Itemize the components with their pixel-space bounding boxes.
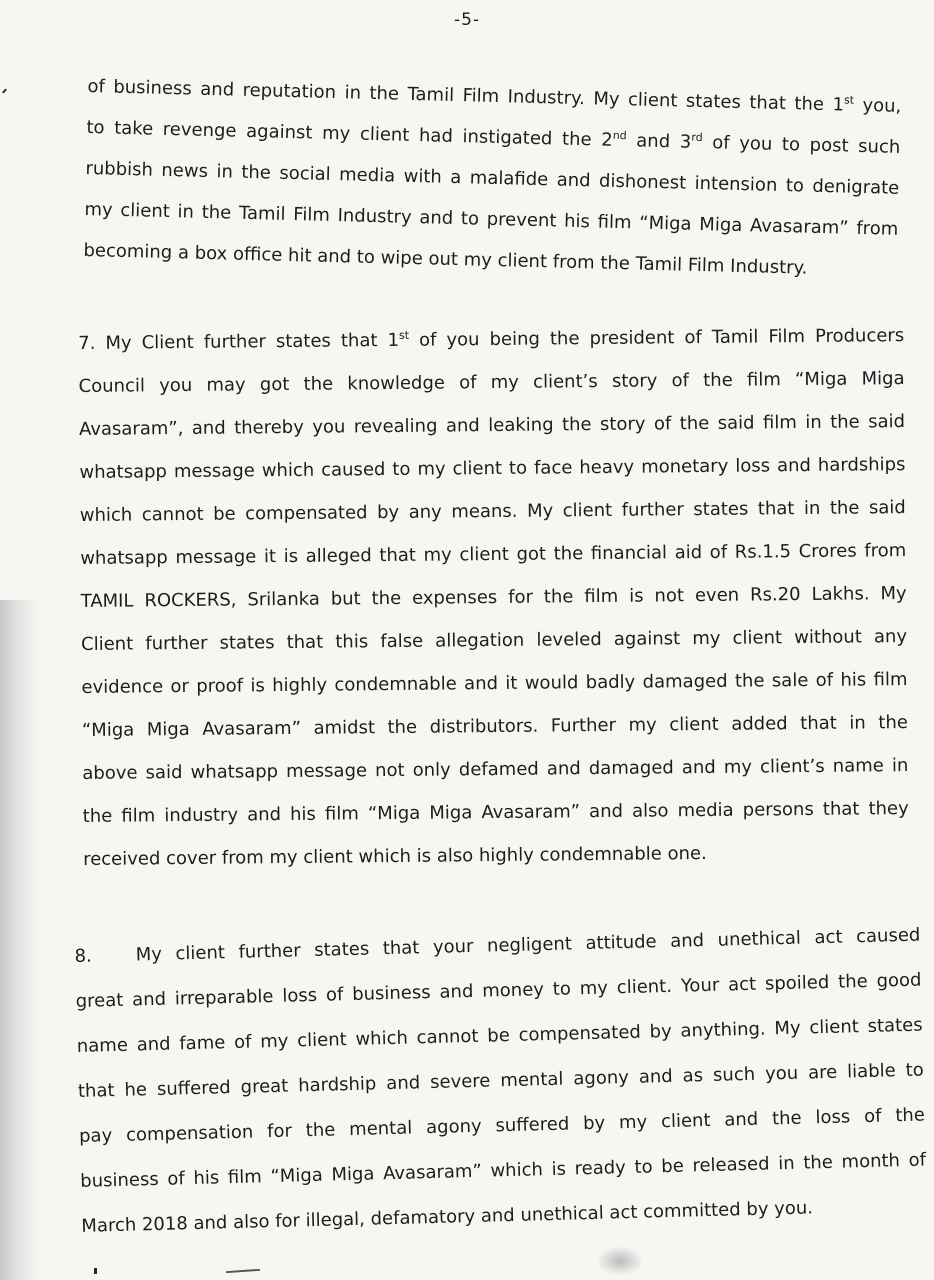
- scan-shadow-edge: [0, 600, 40, 1280]
- text-line: which cannot be compensated by any means. My client further states that in the said: [79, 497, 906, 526]
- paragraph-8: [74, 913, 928, 1249]
- text-line: becoming a box office hit and to wipe out my client from the Tamil Film Industry.: [83, 239, 808, 279]
- text-line: my client in the Tamil Film Industry and to prevent his film “Miga Miga Avasaram” from: [84, 198, 899, 240]
- text-line: March 2018 and also for illegal, defamatory and unethical act committed by you.: [81, 1197, 814, 1237]
- paragraph-number: 8.: [74, 945, 93, 967]
- text-line: Council you may got the knowledge of my client’s story of the film “Miga Miga: [78, 368, 905, 397]
- text-line: Avasaram”, and thereby you revealing and leaking the story of the said film in the said: [78, 411, 906, 440]
- text-line: received cover from my client which is also highly condemnable one.: [83, 842, 707, 870]
- scan-mark: [2, 88, 7, 93]
- text-line: whatsapp message it is alleged that my client got the financial aid of Rs.1.5 Crores from: [80, 540, 907, 569]
- text-line: above said whatsapp message not only defamed and damaged and my client’s name in: [82, 755, 909, 784]
- text-line: great and irreparable loss of business and money to my client. Your act spoiled the good: [75, 969, 922, 1012]
- text-line: name and fame of my client which cannot be compensated by anything. My client states: [76, 1014, 923, 1057]
- text-line: Client further states that this false allegation leveled against my client without any: [80, 626, 908, 655]
- page-number: -5-: [453, 10, 481, 30]
- text-line: of business and reputation in the Tamil Film Industry. My client states that the 1st you,: [87, 75, 902, 117]
- text-line: to take revenge against my client had instigated the 2nd and 3rd of you to post such: [86, 116, 901, 158]
- text-line: business of his film “Miga Miga Avasaram” which is ready to be released in the month of: [79, 1149, 927, 1192]
- scan-smudge: [596, 1246, 644, 1276]
- scan-mark: [226, 1269, 260, 1273]
- text-line: that he suffered great hardship and severe mental agony and as such you are liable to: [77, 1059, 924, 1102]
- text-line: rubbish news in the social media with a malafide and dishonest intension to denigrate: [85, 157, 900, 199]
- text-line: 7. My Client further states that 1st of you being the president of Tamil Film Producers: [78, 325, 905, 354]
- scan-mark: [94, 1268, 97, 1274]
- paragraph-7: [78, 314, 909, 881]
- text-line: “Miga Miga Avasaram” amidst the distributors. Further my client added that in the: [81, 712, 908, 741]
- text-line: TAMIL ROCKERS, Srilanka but the expenses for the film is not even Rs.20 Lakhs. My: [80, 583, 907, 612]
- text-line: whatsapp message which caused to my client to face heavy monetary loss and hardships: [79, 454, 906, 483]
- text-line: pay compensation for the mental agony suffered by my client and the loss of the: [78, 1104, 926, 1147]
- text-line: the film industry and his film “Miga Miga Avasaram” and also media persons that they: [82, 798, 909, 827]
- paragraph-continuation: [83, 66, 902, 291]
- text-line: evidence or proof is highly condemnable and it would badly damaged the sale of his film: [81, 669, 908, 698]
- text-line: 8. My client further states that your negligent attitude and unethical act caused: [74, 913, 921, 979]
